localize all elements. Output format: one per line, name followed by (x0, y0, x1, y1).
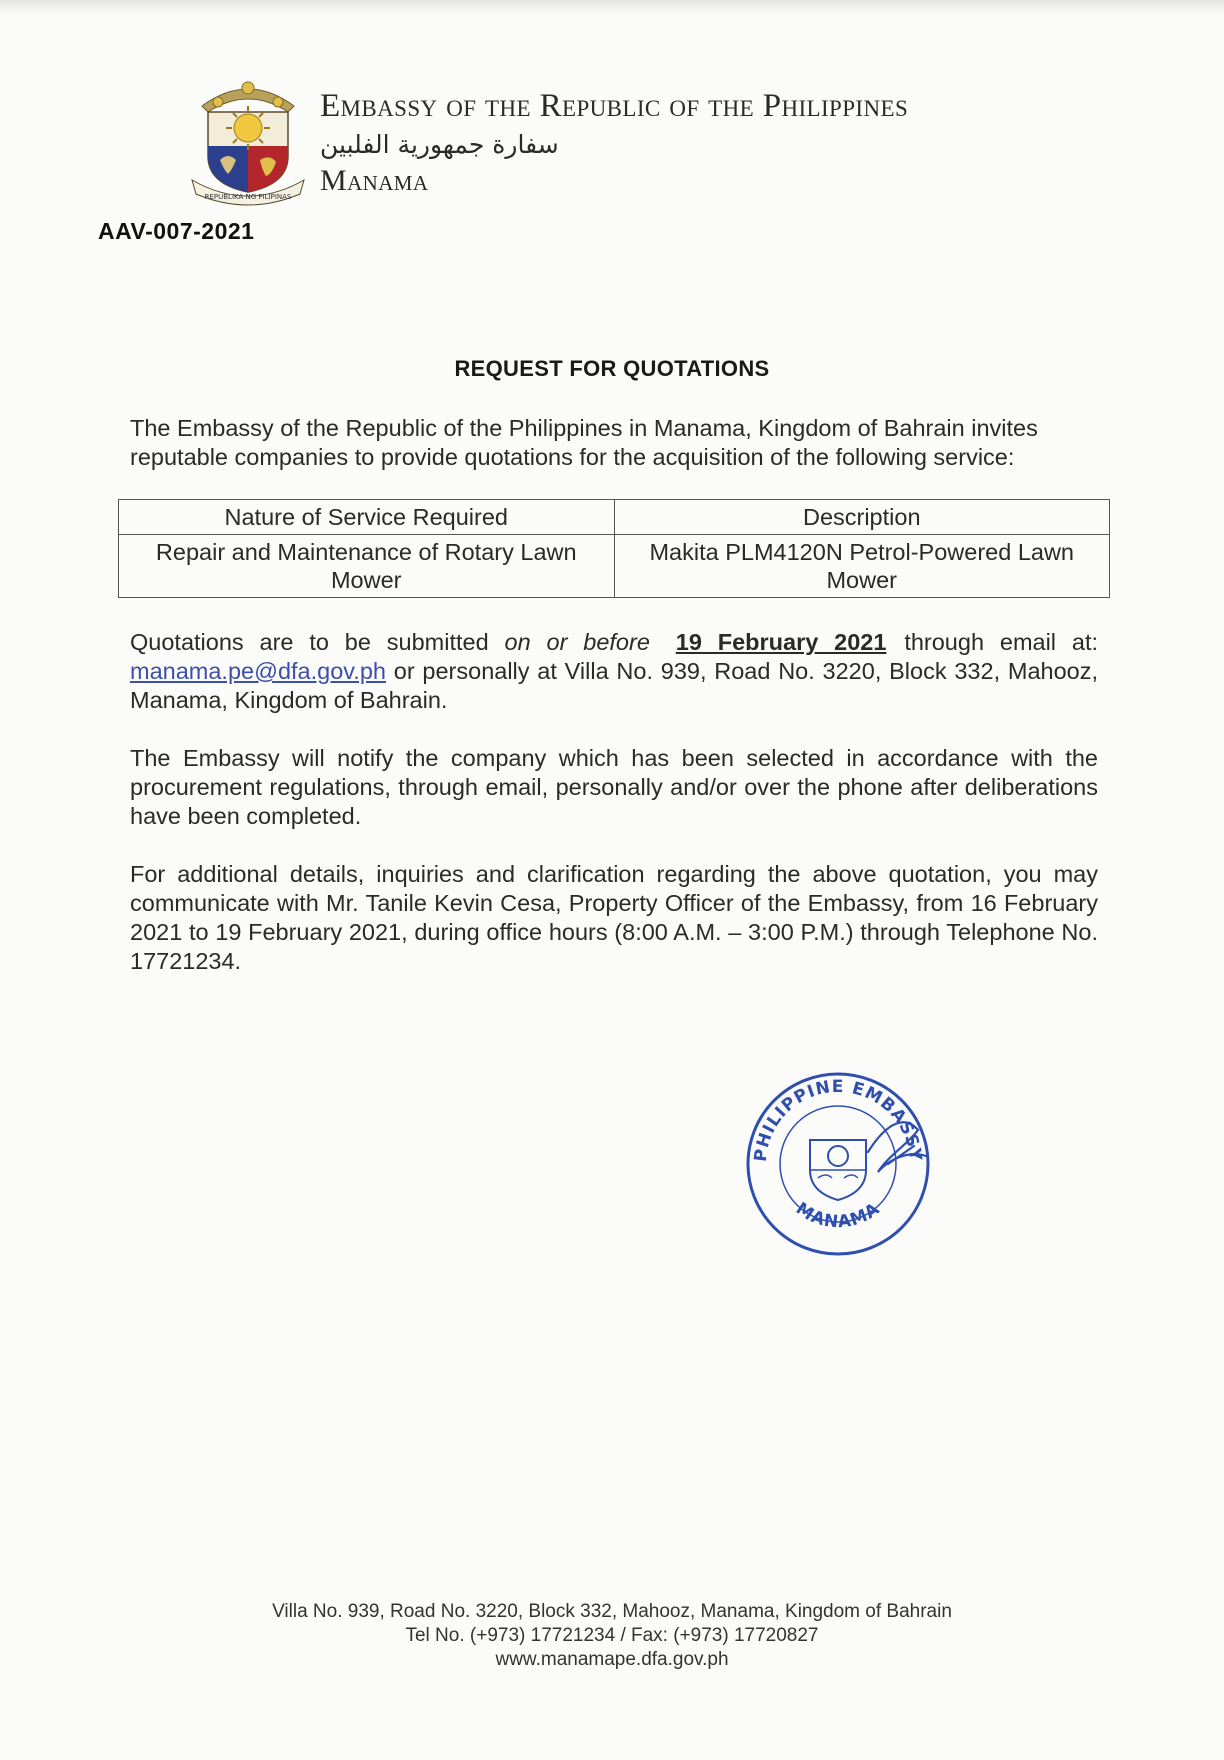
table-cell-description: Makita PLM4120N Petrol-Powered Lawn Mower (614, 535, 1110, 598)
submission-deadline: 19 February 2021 (675, 629, 887, 655)
page-edge-shadow (0, 0, 1224, 14)
philippine-coat-of-arms-seal (188, 76, 308, 206)
table-header-row (119, 500, 1110, 535)
notification-paragraph: The Embassy will notify the company which has been selected in accordance with the procurement regulations, through email, personally and/or over the phone after deliberations have been completed. (130, 745, 1098, 829)
table-cell-service: Repair and Maintenance of Rotary Lawn Mower (119, 535, 615, 598)
embassy-stamp (738, 1060, 948, 1260)
submission-emphasis: on or before (504, 629, 650, 655)
submission-lead: Quotations are to be submitted (130, 629, 489, 655)
stamp-bottom-text: MANAMA (792, 1198, 884, 1233)
seal-scroll-text: REPUBLIKA NG PILIPINAS (204, 193, 292, 201)
embassy-name-arabic: سفارة جمهورية الفلبين (320, 130, 559, 159)
reference-number: AAV-007-2021 (98, 218, 255, 244)
footer-phone: Tel No. (+973) 17721234 / Fax: (+973) 17720827 (405, 1625, 819, 1646)
footer (0, 1600, 1224, 1672)
embassy-name: Embassy of the Republic of the Philippines (320, 88, 909, 124)
table-row (119, 535, 1110, 598)
document-title: REQUEST FOR QUOTATIONS (454, 356, 770, 381)
footer-website: www.manamape.dfa.gov.ph (495, 1649, 729, 1670)
svg-text:MANAMA (792, 1199, 884, 1233)
table-header-cell: Nature of Service Required (119, 500, 615, 535)
embassy-city: Manama (320, 164, 429, 197)
submission-after-deadline: through email at: (904, 629, 1099, 655)
intro-paragraph: The Embassy of the Republic of the Philippines in Manama, Kingdom of Bahrain invites reputable companies to provide quotations for the acquisition of the following service: (130, 415, 1038, 470)
stamp-top-text: PHILIPPINE EMBASSY (750, 1076, 926, 1163)
table-header-cell: Description (614, 500, 1110, 535)
submission-email-link[interactable]: manama.pe@dfa.gov.ph (130, 658, 386, 684)
submission-rest: or personally at Villa No. 939, Road No. 3220, Block 332, Mahooz, Manama, Kingdom of Bahrain. (130, 658, 1098, 713)
contact-paragraph: For additional details, inquiries and clarification regarding the above quotation, you may communicate with Mr. Tanile Kevin Cesa, Property Officer of the Embassy, from 16 February 2021 to 19 February 2021, during office hours (8:00 A.M. – 3:00 P.M.) through Telephone No. 17721234. (130, 861, 1098, 974)
letterhead (320, 88, 1080, 198)
submission-paragraph (130, 628, 1098, 715)
footer-address: Villa No. 939, Road No. 3220, Block 332, Mahooz, Manama, Kingdom of Bahrain (272, 1601, 952, 1622)
service-table (118, 499, 1110, 598)
